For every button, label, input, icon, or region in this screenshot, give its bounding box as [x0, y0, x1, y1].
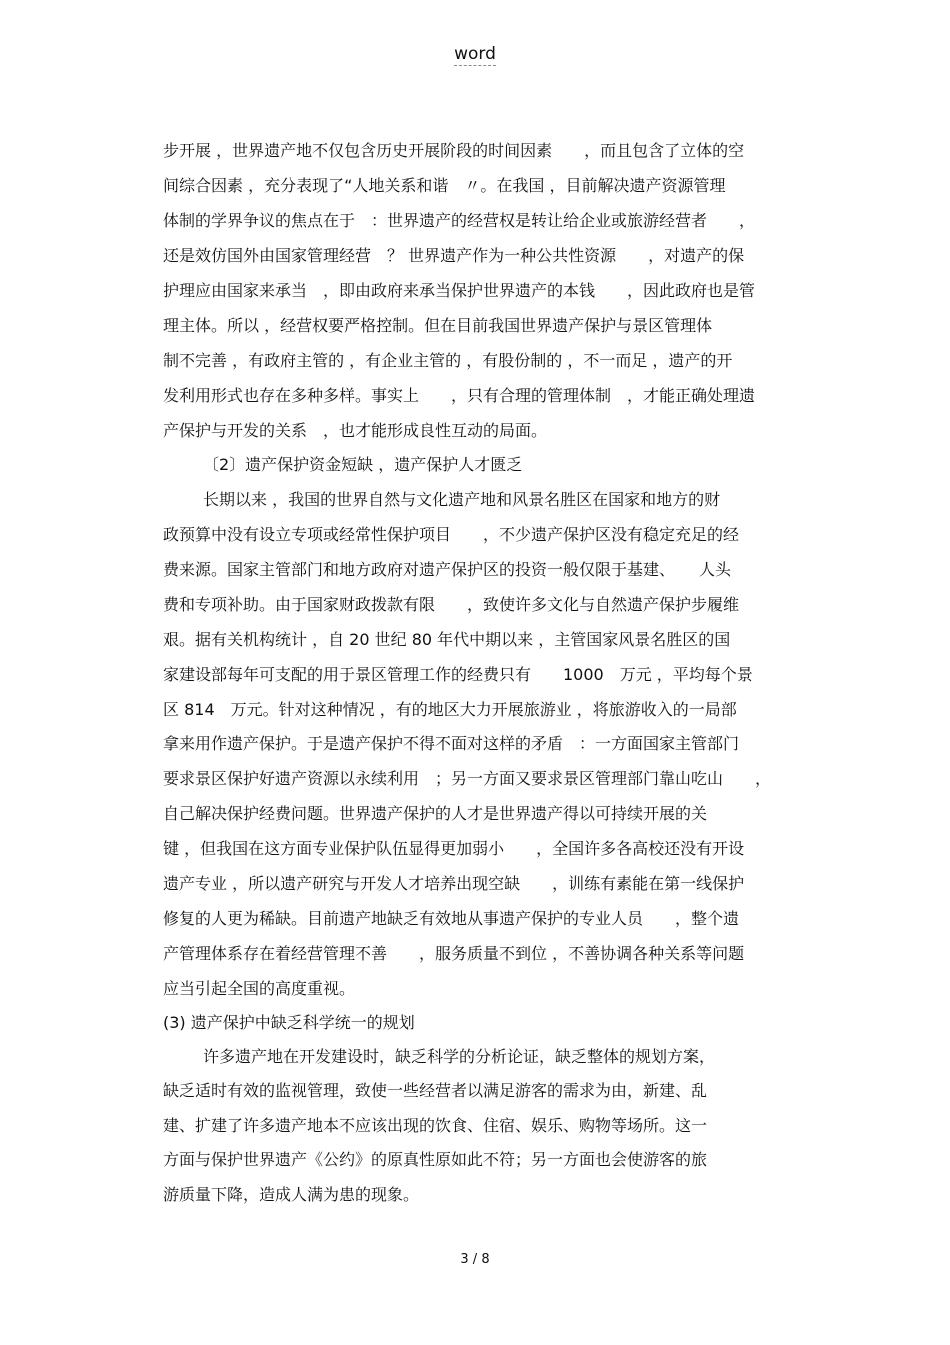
text-line: 护理应由国家来承当 ，即由政府来承当保护世界遗产的本钱 ，因此政府也是管 — [163, 281, 756, 300]
text-line: 家建设部每年可支配的用于景区管理工作的经费只有 1000 万元 ，平均每个景 — [163, 665, 753, 684]
text-line: 区 814 万元。针对这种情况 ，有的地区大力开展旅游业 ，将旅游收入的一局部 — [163, 700, 737, 719]
text-line: 费和专项补助。由于国家财政拨款有限 ，致使许多文化与自然遗产保护步履维 — [163, 595, 740, 614]
text-line: 产管理体系存在着经营管理不善 ，服务质量不到位 ，不善协调各种关系等问题 — [163, 944, 745, 963]
text-line: 制不完善 ，有政府主管的 ，有企业主管的 ，有股份制的 ，不一而足 ，遗产的开 — [163, 351, 733, 370]
text-line: 修复的人更为稀缺。目前遗产地缺乏有效地从事遗产保护的专业人员 ，整个遗 — [163, 909, 740, 928]
text-line: 体制的学界争议的焦点在于 ：世界遗产的经营权是转让给企业或旅游经营者 ， — [163, 211, 756, 230]
text-line: 许多遗产地在开发建设时，缺乏科学的分析论证，缺乏整体的规划方案， — [203, 1047, 716, 1066]
text-line: 费来源。国家主管部门和地方政府对遗产保护区的投资一般仅限于基建、 人头 — [163, 560, 732, 579]
text-line: 方面与保护世界遗产《公约》的原真性原如此不符；另一方面也会使游客的旅 — [163, 1150, 708, 1169]
page-footer — [0, 1252, 950, 1267]
section-heading: (3) 遗产保护中缺乏科学统一的规划 — [163, 1013, 415, 1032]
text-line: 应当引起全国的高度重视。 — [163, 979, 356, 998]
text-line: 自己解决保护经费问题。世界遗产保护的人才是世界遗产得以可持续开展的关 — [163, 804, 708, 823]
section-heading: 〔2〕遗产保护资金短缺 ，遗产保护人才匮乏 — [203, 455, 523, 474]
page-number: 3 / 8 — [460, 1252, 490, 1267]
text-line: 键 ，但我国在这方面专业保护队伍显得更加弱小 ，全国许多各高校还没有开设 — [163, 839, 745, 858]
text-line: 游质量下降，造成人满为患的现象。 — [163, 1185, 420, 1204]
text-line: 步开展 ，世界遗产地不仅包含历史开展阶段的时间因素 ，而且包含了立体的空 — [163, 141, 745, 160]
text-line: 遗产专业 ，所以遗产研究与开发人才培养出现空缺 ，训练有素能在第一线保护 — [163, 874, 745, 893]
text-line: 产保护与开发的关系 ，也才能形成良性互动的局面。 — [163, 421, 548, 440]
text-line: 建、扩建了许多遗产地本不应该出现的饮食、住宿、娱乐、购物等场所。这一 — [163, 1116, 708, 1135]
text-line: 还是效仿国外由国家管理经营 ？ 世界遗产作为一种公共性资源 ，对遗产的保 — [163, 246, 745, 265]
text-line: 拿来用作遗产保护。于是遗产保护不得不面对这样的矛盾 ：一方面国家主管部门 — [163, 734, 740, 753]
text-line: 长期以来 ，我国的世界自然与文化遗产地和风景名胜区在国家和地方的财 — [203, 490, 721, 509]
text-line: 要求景区保护好遗产资源以永续利用 ；另一方面又要求景区管理部门靠山吃山 ， — [163, 769, 772, 788]
header-title: word — [454, 44, 496, 64]
text-line: 缺乏适时有效的监视管理，致使一些经营者以满足游客的需求为由，新建、乱 — [163, 1081, 708, 1100]
text-line: 政预算中没有设立专项或经常性保护项目 ，不少遗产保护区没有稳定充足的经 — [163, 525, 740, 544]
text-line: 间综合因素 ，充分表现了“人地关系和谐 〃。在我国 ，目前解决遗产资源管理 — [163, 176, 726, 195]
text-line: 发利用形式也存在多种多样。事实上 ，只有合理的管理体制 ，才能正确处理遗 — [163, 386, 756, 405]
text-line: 理主体。所以 ，经营权要严格控制。但在目前我国世界遗产保护与景区管理体 — [163, 316, 713, 335]
text-line: 艰。据有关机构统计 ，自 20 世纪 80 年代中期以来 ，主管国家风景名胜区的国 — [163, 630, 731, 649]
